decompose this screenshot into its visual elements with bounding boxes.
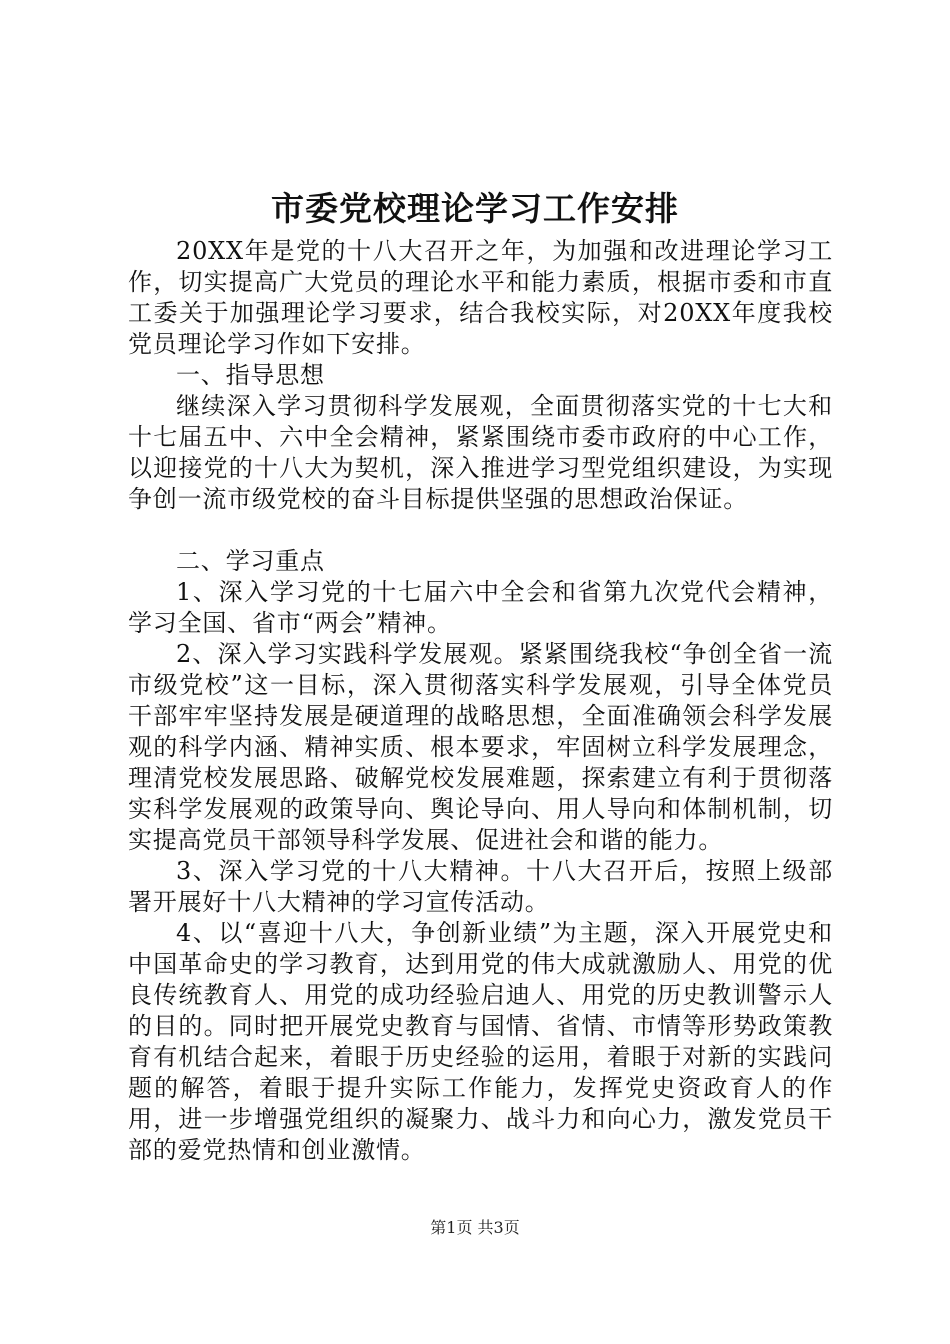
study-focus-item-1: 1、深入学习党的十七届六中全会和省第九次党代会精神，学习全国、省市“两会”精神。 (128, 578, 833, 637)
section-heading-guiding-thought: 一、指导思想 (176, 361, 325, 389)
study-focus-item-4: 4、以“喜迎十八大，争创新业绩”为主题，深入开展党史和中国革命史的学习教育，达到用党的伟大成就激励人、用党的优良传统教育人、用党的成功经验启迪人、用党的历史教训警示人的目的。同时把开展党史教育与国情、省情、市情等形势政策教育有机结合起来，着眼于历史经验的运用，着眼于对新的实践问题的解答，着眼于提升实际工作能力，发挥党史资政育人的作用，进一步增强党组织的凝聚力、战斗力和向心力，激发党员干部的爱党热情和创业激情。 (128, 919, 833, 1164)
section-heading-study-focus: 二、学习重点 (176, 547, 325, 575)
guiding-thought-paragraph: 继续深入学习贯彻科学发展观，全面贯彻落实党的十七大和十七届五中、六中全会精神，紧紧围绕市委市政府的中心工作，以迎接党的十八大为契机，深入推进学习型党组织建设，为实现争创一流市级党校的奋斗目标提供坚强的思想政治保证。 (128, 392, 833, 513)
study-focus-item-2: 2、深入学习实践科学发展观。紧紧围绕我校“争创全省一流市级党校”这一目标，深入贯彻落实科学发展观，引导全体党员干部牢牢坚持发展是硬道理的战略思想，全面准确领会科学发展观的科学内涵、精神实质、根本要求，牢固树立科学发展理念，理清党校发展思路、破解党校发展难题，探索建立有利于贯彻落实科学发展观的政策导向、舆论导向、用人导向和体制机制，切实提高党员干部领导科学发展、促进社会和谐的能力。 (128, 640, 833, 854)
intro-paragraph: 20XX年是党的十八大召开之年，为加强和改进理论学习工作，切实提高广大党员的理论水平和能力素质，根据市委和市直工委关于加强理论学习要求，结合我校实际，对20XX年度我校党员理论学习作如下安排。 (128, 237, 833, 358)
document-title: 市委党校理论学习工作安排 (271, 189, 679, 228)
paragraph-spacer (128, 515, 833, 546)
document-body (128, 236, 833, 1166)
page-footer: 第1页 共3页 (430, 1218, 520, 1237)
study-focus-item-3: 3、深入学习党的十八大精神。十八大召开后，按照上级部署开展好十八大精神的学习宣传活动。 (128, 857, 833, 916)
